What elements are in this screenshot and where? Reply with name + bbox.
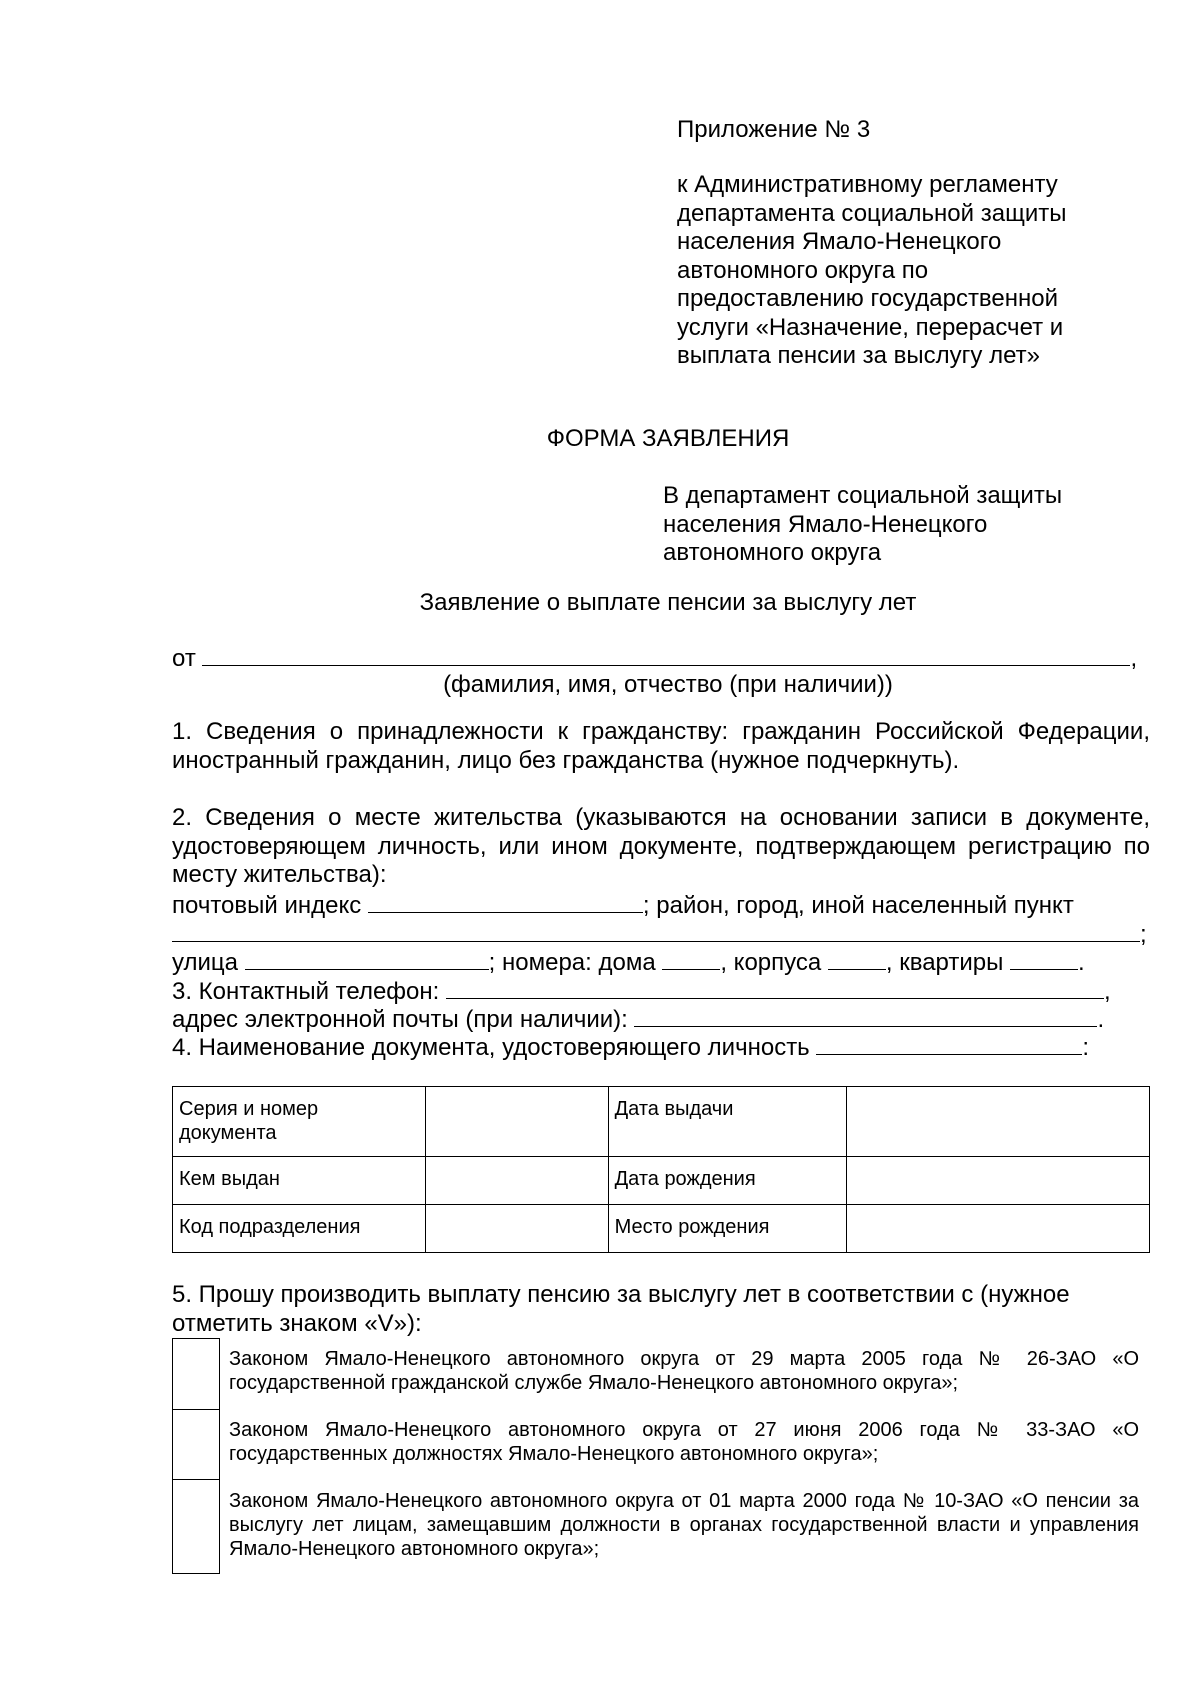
form-title: ФОРМА ЗАЯВЛЕНИЯ [546,425,790,452]
building-label: , корпуса [720,949,822,976]
appendix-line: услуги «Назначение, перерасчет и [677,313,1064,341]
table-row [173,1205,1150,1253]
phone-field[interactable] [446,976,1104,999]
building-field[interactable] [828,947,886,970]
postal-code-field[interactable] [368,890,643,913]
appendix-reference [677,171,1137,371]
applicant-name-hint: (фамилия, имя, отчество (при наличии)) [443,671,893,698]
citizenship-section: 1. Сведения о принадлежности к гражданству: гражданин Российской Федерации, иностранный гражданин, лицо без гражданства (нужное подчеркнуть). [172,718,1150,774]
id-document-label: 4. Наименование документа, удостоверяющего личность [172,1034,810,1061]
table-cell-input[interactable] [847,1087,1150,1157]
appendix-line: населения Ямало-Ненецкого [677,228,1002,255]
table-cell-input[interactable] [425,1087,608,1157]
house-label: ; номера: дома [488,949,656,976]
table-cell-label: Серия и номер документа [173,1087,426,1157]
table-cell-label: Место рождения [608,1205,847,1253]
statement-title: Заявление о выплате пенсии за выслугу лет [419,589,917,616]
table-cell-input[interactable] [425,1205,608,1253]
appendix-line: предоставлению государственной [677,285,1059,312]
email-field[interactable] [634,1004,1097,1027]
law-checkbox-2[interactable] [172,1409,220,1480]
recipient-line: автономного округа [663,539,882,566]
appendix-number: Приложение № 3 [677,116,871,143]
postal-row [172,890,1150,921]
payment-basis-section: 5. Прошу производить выплату пенсию за выслугу лет в соответствии с (нужное отметить знаком «V»): [172,1281,1070,1337]
locality-end: ; [1140,921,1147,948]
law-option-3: Законом Ямало-Ненецкого автономного округа от 01 марта 2000 года № 10-ЗАО «О пенсии за выслугу лет лицам, замещавшим должности в органах государственной власти и управления Ямало-Ненецкого автономного округа»; [229,1490,1139,1560]
phone-label: 3. Контактный телефон: [172,978,440,1005]
table-row [173,1157,1150,1205]
recipient-line: В департамент социальной защиты [663,482,1063,509]
postal-label: почтовый индекс [172,892,362,919]
locality-field[interactable] [172,919,1140,942]
law-option-2: Законом Ямало-Ненецкого автономного округа от 27 июня 2006 года № 33-ЗАО «О государственных должностях Ямало-Ненецкого автономного округа»; [229,1419,1139,1465]
appendix-line: выплата пенсии за выслугу лет» [677,342,1040,369]
appendix-line: департамента социальной защиты [677,199,1067,227]
id-document-row [172,1032,1150,1063]
id-document-end: : [1082,1034,1090,1061]
table-cell-label: Код подразделения [173,1205,426,1253]
locality-label: ; район, город, иной населенный пункт [642,892,1074,919]
table-cell-label: Кем выдан [173,1157,426,1205]
appendix-line: автономного округа по [677,256,929,284]
applicant-name-field[interactable] [202,643,1130,666]
law-option-1: Законом Ямало-Ненецкого автономного округа от 29 марта 2005 года № 26-ЗАО «О государственной гражданской службе Ямало-Ненецкого автономного округа»; [229,1348,1139,1394]
law-checkbox-3[interactable] [172,1479,220,1574]
table-cell-input[interactable] [847,1205,1150,1253]
law-checkbox-1[interactable] [172,1338,220,1410]
address-row [172,947,1150,978]
phone-end: , [1104,978,1111,1005]
table-cell-input[interactable] [847,1157,1150,1205]
from-end: , [1130,645,1138,672]
address-end: . [1078,949,1085,976]
table-cell-input[interactable] [425,1157,608,1205]
email-end: . [1097,1006,1105,1033]
street-field[interactable] [245,947,489,970]
from-label: от [172,645,196,672]
phone-row [172,976,1150,1007]
email-row [172,1004,1150,1035]
apartment-label: , квартиры [885,949,1004,976]
recipient-line: населения Ямало-Ненецкого [663,510,988,538]
locality-row [172,919,1150,950]
street-label: улица [172,949,238,976]
appendix-line: к Административному регламенту [677,171,1058,198]
document-details-table [172,1086,1150,1253]
house-field[interactable] [662,947,720,970]
from-row [172,643,1150,674]
table-cell-label: Дата выдачи [608,1087,847,1157]
table-row [173,1087,1150,1157]
apartment-field[interactable] [1010,947,1078,970]
recipient-block [663,482,1143,568]
id-document-field[interactable] [816,1032,1082,1055]
table-cell-label: Дата рождения [608,1157,847,1205]
residence-section: 2. Сведения о месте жительства (указываются на основании записи в документе, удостоверяющем личность, или ином документе, подтверждающем регистрацию по месту жительства): [172,804,1150,888]
email-label: адрес электронной почты (при наличии): [172,1006,628,1033]
